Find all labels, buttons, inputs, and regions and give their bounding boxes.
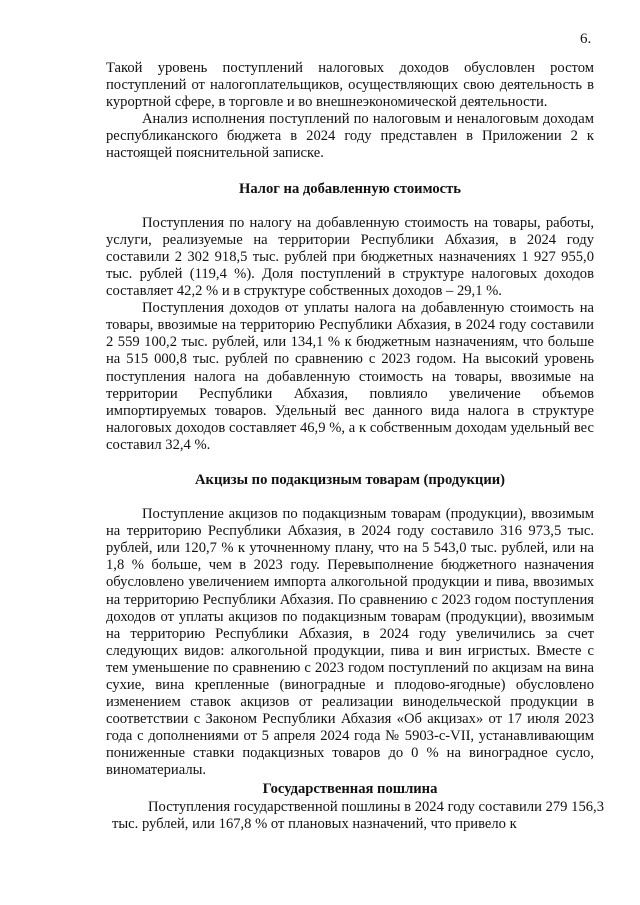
document-body <box>106 60 604 833</box>
section-heading-vat: Налог на добавленную стоимость <box>239 180 461 197</box>
section-heading-state-duty: Государственная пошлина <box>262 780 438 797</box>
excise-paragraph: Поступление акцизов по подакцизным товарам (продукции), ввозимым на территорию Республики Абхазия, в 2024 году составило 316 973,5 тыс. рублей, или 120,7 % к уточненному плану, что на 5 543,0 тыс. рублей, или на 1,8 % больше, чем в 2023 году. Перевыполнение бюджетного назначения обусловлено увеличением импорта алкогольной продукции и пива, ввозимых на территорию Республики Абхазия. По сравнению с 2023 годом поступления доходов от уплаты акцизов по подакцизным товарам (продукции), ввозимым на территорию Республики Абхазия, в 2024 году увеличились за счет следующих видов: алкогольной продукции, пива и вин игристых. Вместе с тем уменьшение по сравнению с 2023 годом поступлений по акцизам на вина сухие, вина крепленные (виноградные и плодово-ягодные) обусловлено изменением ставок акцизов от реализации винодельческой продукции в соответствии с Законом Республики Абхазия «Об акцизах» от 17 июля 2023 года с дополнениями от 5 апреля 2024 года № 5903-с-VII, устанавливающим пониженные ставки подакцизных товаров до 0 % на виноградное сусло, виноматериалы. <box>106 506 594 779</box>
page-number: 6. <box>580 31 592 47</box>
vat-paragraph: Поступления доходов от уплаты налога на добавленную стоимость на товары, ввозимые на территорию Республики Абхазия, в 2024 году составили 2 559 100,2 тыс. рублей, или 134,1 % к бюджетным назначениям, что больше на 515 000,8 тыс. рублей по сравнению с 2023 годом. На высокий уровень поступления налога на добавленную стоимость на товары, ввозимые на территории Республики Абхазия, повлияло увеличение объемов импортируемых товаров. Удельный вес данного вида налога в структуре налоговых доходов составляет 46,9 %, а к собственным доходам удельный вес составил 32,4 %. <box>106 300 594 453</box>
state-duty-paragraph: Поступления государственной пошлины в 2024 году составили 279 156,3 тыс. рублей, или 167,8 % от плановых назначений, что привело к <box>112 798 604 832</box>
vat-paragraph: Поступления по налогу на добавленную стоимость на товары, работы, услуги, реализуемые на территории Республики Абхазия, в 2024 году составили 2 302 918,5 тыс. рублей при бюджетных назначениях 1 927 955,0 тыс. рублей (119,4 %). Доля поступлений в структуре налоговых доходов составляет 42,2 % и в структуре собственных доходов – 29,1 %. <box>106 214 594 300</box>
intro-paragraph: Такой уровень поступлений налоговых доходов обусловлен ростом поступлений от налогоплательщиков, осуществляющих свою деятельность в курортной сфере, в торговле и во внешнеэкономической деятельности. <box>106 60 594 111</box>
section-heading-excise: Акцизы по подакцизным товарам (продукции) <box>195 471 505 488</box>
intro-paragraph: Анализ исполнения поступлений по налоговым и неналоговым доходам республиканского бюджета в 2024 году представлен в Приложении 2 к настоящей пояснительной записке. <box>106 111 594 162</box>
